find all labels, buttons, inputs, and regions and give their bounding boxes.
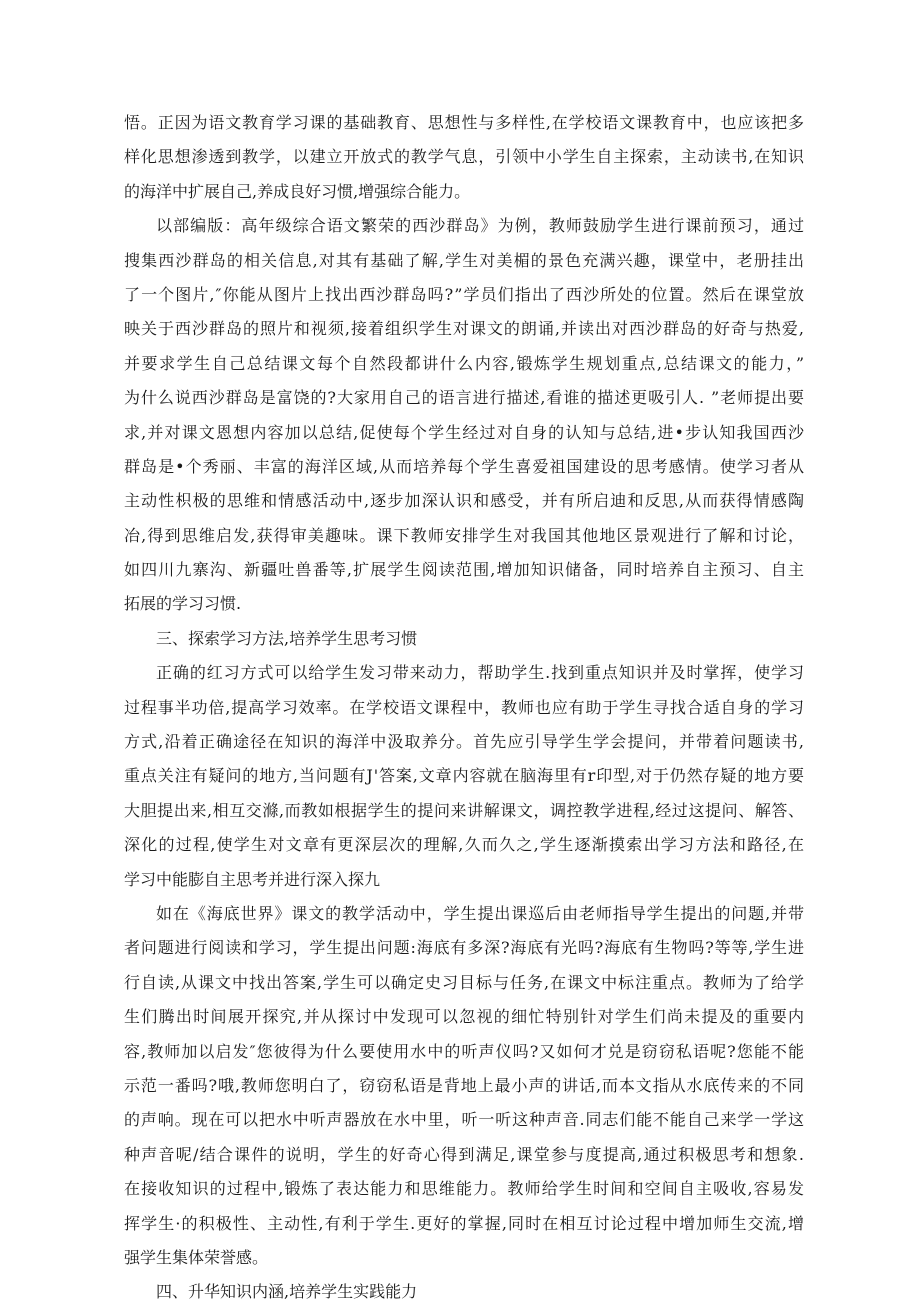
text-line: 重点关注有疑问的地方,当问题有J'答案,文章内容就在脑海里有r印型,对于仍然存疑的地方要 <box>124 766 805 786</box>
text-line: 悟。正因为语文教育学习课的基础教育、思想性与多样性,在学校语文课教育中，也应该把多 <box>124 113 805 132</box>
text-line: 映关于西沙群岛的照片和视须,接着组织学生对课文的朗诵,并读出对西沙群岛的好奇与热爱, <box>124 319 805 339</box>
text-line: 如在《海底世界》课文的教学活动中，学生提出课巡后由老师指导学生提出的问题,并带 <box>156 903 805 923</box>
text-line: 求,并对课文恩想内容加以总结,促使每个学生经过对自身的认知与总结,进•步认知我国西沙 <box>124 422 806 442</box>
text-line: 生们腾出时间展开探究,并从探讨中发现可以忽视的细忙特别针对学生们尚未提及的重要内 <box>124 1007 806 1027</box>
text-line: 拓展的学习习惯. <box>124 594 242 614</box>
text-line: 方式,沿着正确途径在知识的海洋中汲取养分。首先应引导学生学会提问，并带着问题读书, <box>124 732 806 752</box>
text-line: 者问题进行阅读和学习，学生提出问题:海底有多深?海底有光吗?海底有生物吗?等等,学生进 <box>124 938 805 958</box>
text-line: 以部编版：高年级综合语文繁荣的西沙群岛》为例，教师鼓励学生进行课前预习，通过 <box>156 216 806 236</box>
text-line: 的海洋中扩展自己,养成良好习惯,增强综合能力。 <box>124 181 471 201</box>
text-line: 的声响。现在可以把水中听声器放在水中里，听一听这种声音.同志们能不能自己来学一学这 <box>124 1110 805 1130</box>
text-line: 在接收知识的过程中,锻炼了表达能力和思维能力。教师给学生时间和空间自主吸收,容易发 <box>124 1179 806 1199</box>
text-line: 为什么说西沙群岛是富饶的?大家用自己的语言进行描述,看谁的描述更吸引人. ”老师提出要 <box>124 388 805 408</box>
text-line: 示范一番吗?哦,教师您明白了，窃窃私语是背地上最小声的讲话,而本文指从水底传来的不同 <box>124 1075 805 1095</box>
section-heading: 四、升华知识内涵,培养学生实践能力 <box>156 1282 418 1302</box>
text-line: 如四川九寨沟、新疆吐兽番等,扩展学生阅读范围,增加知识储备，同时培养自主预习、自主 <box>124 560 806 580</box>
text-line: 样化思想渗透到教学，以建立开放式的教学气息，引领中小学生自主探索，主动读书,在知识 <box>124 147 805 167</box>
text-line: 搜集西沙群岛的相关信息,对其有基础了解,学生对美楣的景色充满兴趣，课堂中，老册挂出 <box>124 250 806 270</box>
text-line: 种声音呢/结合课件的说明，学生的好奇心得到满足,课堂参与度提高,通过积极思考和想象. <box>124 1144 806 1164</box>
section-heading: 三、探索学习方法,培养学生思考习惯 <box>156 628 418 648</box>
document-body <box>124 106 804 1310</box>
text-line: 容,教师加以启发″您彼得为什么要使用水中的听声仪吗?又如何才兑是窃窃私语呢?您能不能 <box>124 1041 806 1061</box>
text-line: 了一个图片,″你能从图片上找出西沙群岛吗?”学员们指出了西沙所处的位置。然后在课堂放 <box>124 284 806 304</box>
text-line: 过程事半功倍,提高学习效率。在学校语文课程中，教师也应有助于学生寻找合适自身的学习 <box>124 697 805 717</box>
text-line: 冶,得到思维启发,获得审美趣味。课下教师安排学生对我国其他地区景观进行了解和讨论， <box>124 525 806 545</box>
text-line: 大胆提出来,相互交滌,而教如根据学生的提问来讲解课文，调控教学进程,经过这提问、解答、 <box>124 800 805 820</box>
text-line: 主动性枳极的思维和情感活动中,逐步加深认识和感受，并有所启迪和反思,从而获得情感陶 <box>124 491 806 511</box>
text-line: 深化的过程,使学生对文章有更深层次的理解,久而久之,学生逐渐摸索出学习方法和路径,在 <box>124 835 806 855</box>
text-line: 正确的红习方式可以给学生发习带来动力，帮助学生.找到重点知识并及时掌挥，使学习 <box>156 663 805 683</box>
text-line: 挥学生·的积极性、主动性,有利于学生.更好的掌握,同时在相互讨论过程中增加师生交流,增 <box>124 1213 806 1233</box>
text-line: 行自读,从课文中找出答案,学生可以确定史习目标与任务,在课文中标注重点。教师为了给学 <box>124 972 805 992</box>
text-line: 强学生集体荣誉感。 <box>124 1247 269 1267</box>
text-line: 群岛是•个秀丽、丰富的海洋区域,从而培养每个学生喜爱祖国建设的思考感情。使学习者从 <box>124 456 806 476</box>
text-line: 学习中能膨自主思考并进行深入探九 <box>124 869 381 889</box>
text-line: 并要求学生自己总结课文每个自然段都讲什么内容,锻炼学生规划重点,总结课文的能力，” <box>124 353 806 373</box>
